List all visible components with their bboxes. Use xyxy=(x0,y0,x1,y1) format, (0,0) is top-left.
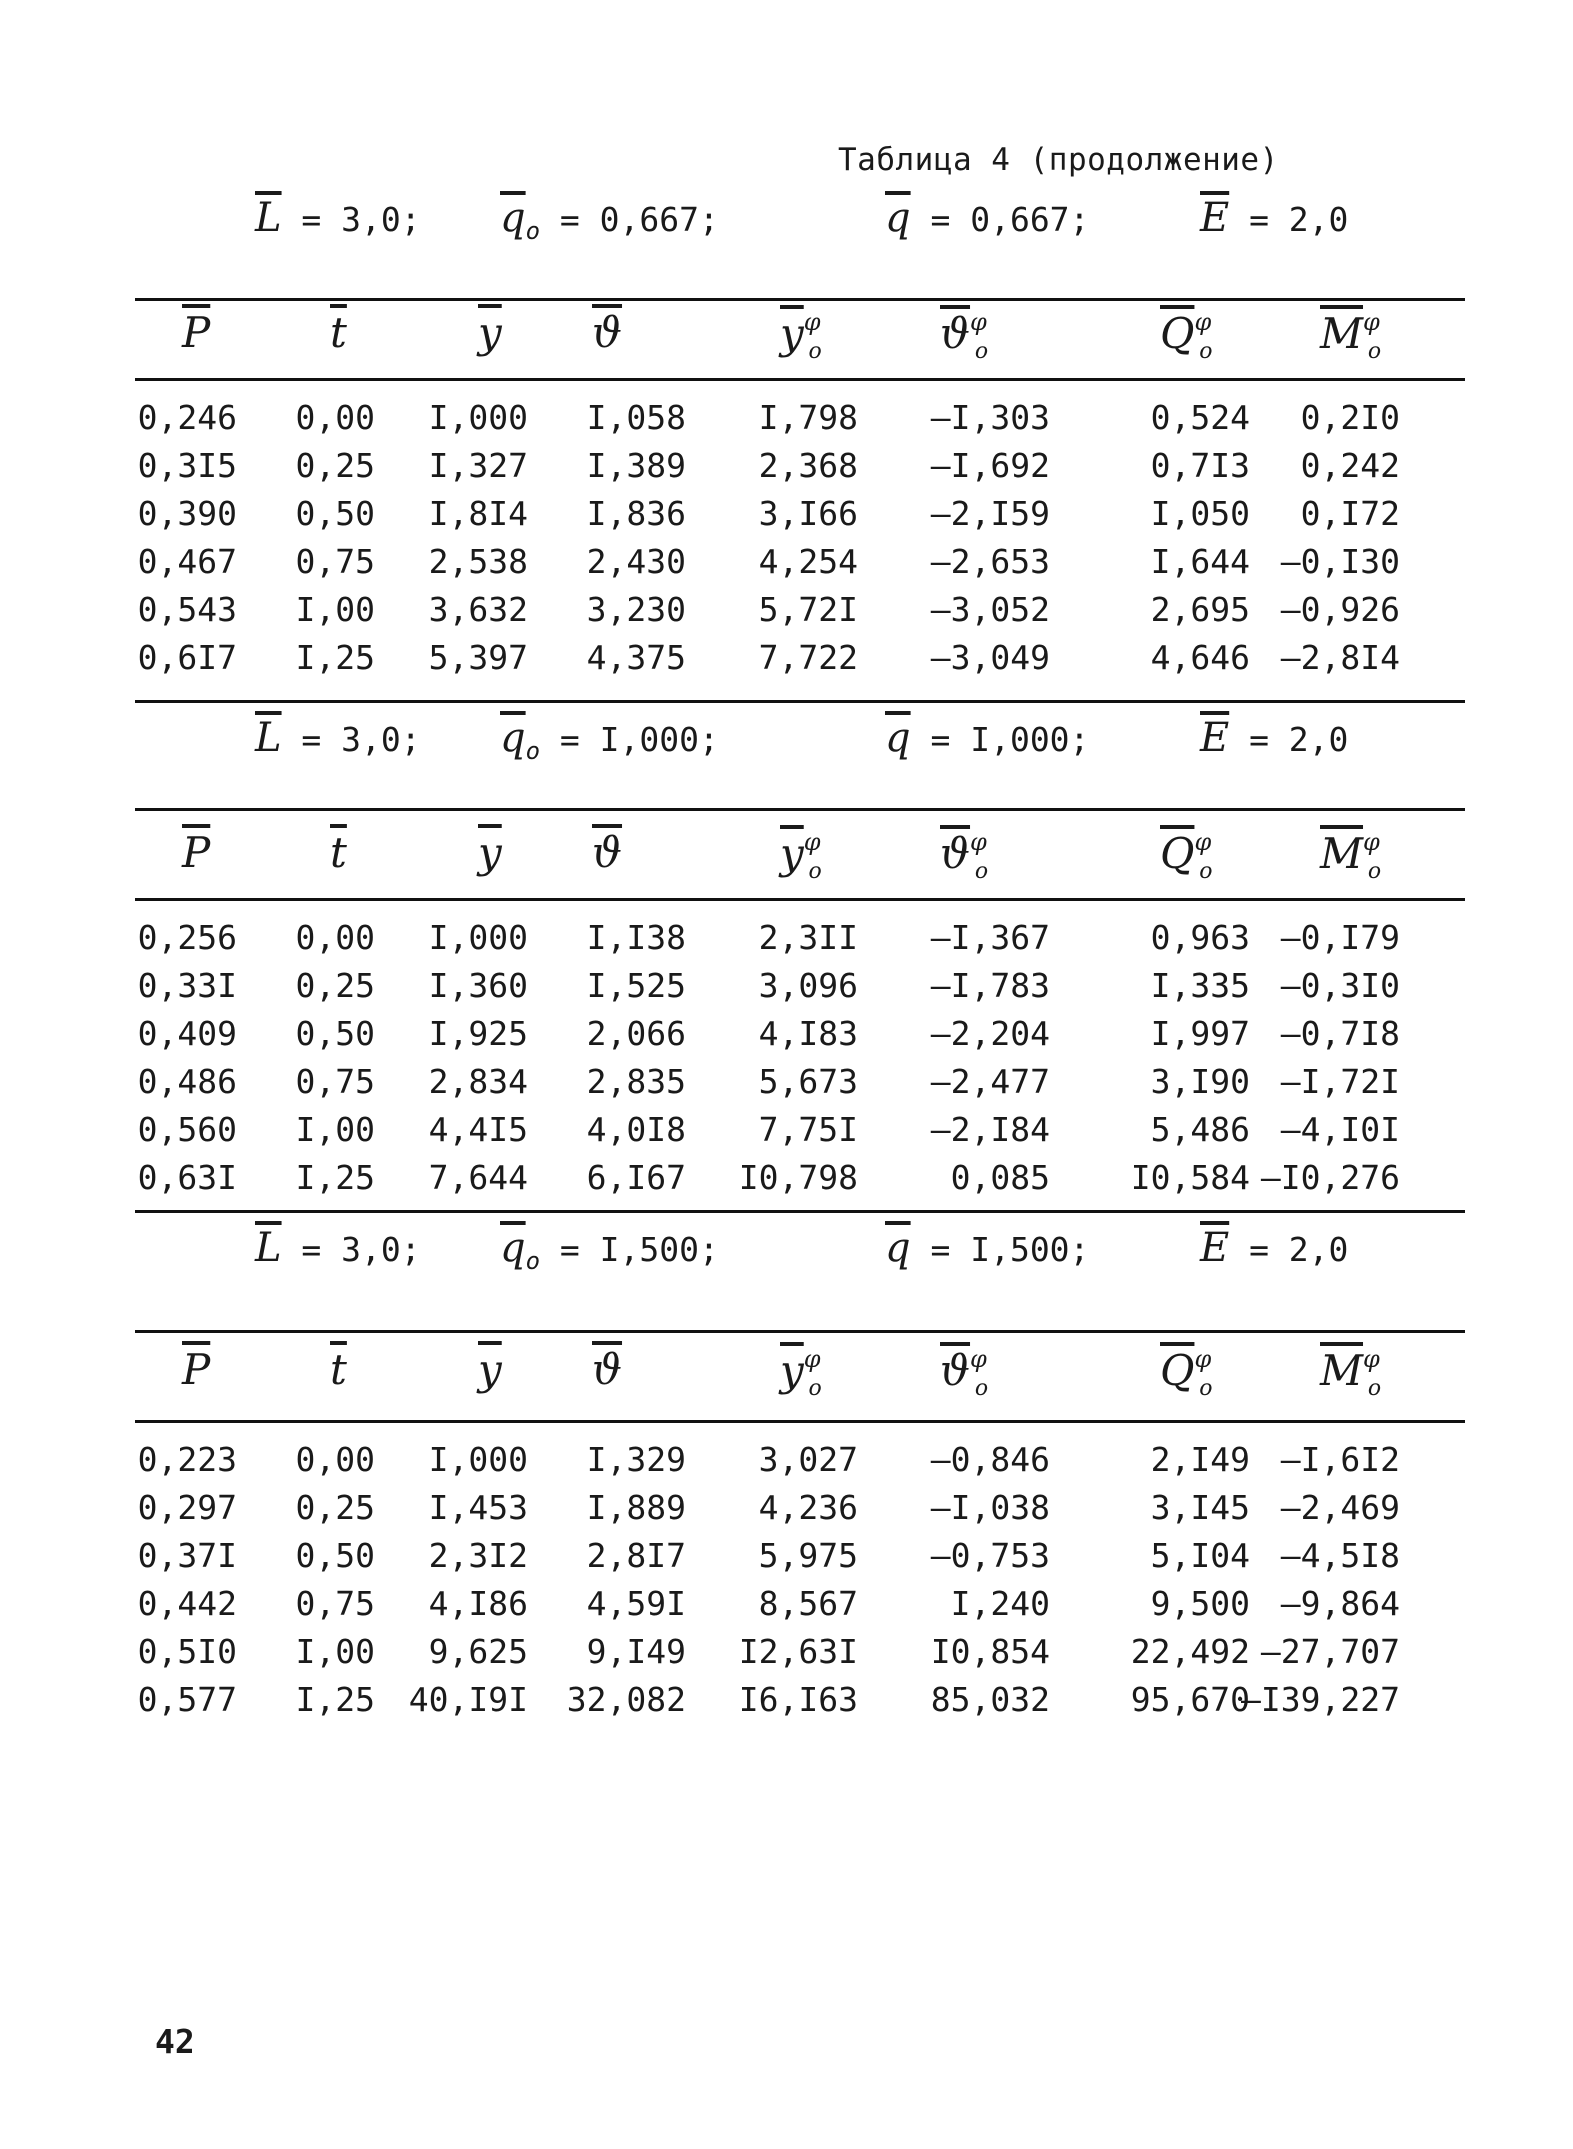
table-cell: 2,695 xyxy=(1150,590,1250,629)
param-q xyxy=(885,1225,1089,1271)
table-cell: –I,72I xyxy=(1280,1062,1400,1101)
column-header-symbol: $\overline{y}$ xyxy=(478,828,502,877)
column-header-superscript: φ xyxy=(1363,308,1380,336)
param-q0 xyxy=(500,715,719,765)
param-q0-value: = I,500; xyxy=(540,1230,719,1269)
column-header xyxy=(592,828,622,877)
column-header xyxy=(780,308,822,364)
column-header-subscript: o xyxy=(974,859,989,884)
param-l xyxy=(255,715,421,761)
column-header-superscript: φ xyxy=(1194,828,1212,856)
table-cell: –2,477 xyxy=(930,1062,1050,1101)
table-cell: 2,I49 xyxy=(1150,1440,1250,1479)
table-cell: –4,5I8 xyxy=(1280,1536,1400,1575)
column-header-subscript: o xyxy=(974,1376,989,1401)
table-caption: Таблица 4 (продолжение) xyxy=(838,142,1279,178)
param-e-value: = 2,0 xyxy=(1229,720,1349,759)
table-cell: I,25 xyxy=(295,1680,375,1719)
table-cell: I,329 xyxy=(586,1440,686,1479)
table-cell: I,058 xyxy=(586,398,686,437)
table-cell: 0,63I xyxy=(137,1158,237,1197)
table-cell: 4,4I5 xyxy=(428,1110,528,1149)
table-cell: –0,3I0 xyxy=(1280,966,1400,1005)
table-cell: 0,75 xyxy=(295,1584,375,1623)
table-cell: 9,625 xyxy=(428,1632,528,1671)
table-cell: 0,25 xyxy=(295,446,375,485)
column-header-symbol: $\overline{M}$ xyxy=(1320,1346,1364,1395)
column-header-superscript: φ xyxy=(1194,308,1212,336)
column-header-superscript: φ xyxy=(803,828,821,856)
column-header-symbol: $\overline{Q}$ xyxy=(1160,829,1195,878)
param-q0-symbol: $\overline{q}$ xyxy=(500,1225,526,1271)
table-cell: 2,835 xyxy=(586,1062,686,1101)
table-cell: 0,963 xyxy=(1150,918,1250,957)
param-l-symbol: $\overline{L}$ xyxy=(255,195,282,241)
table-cell: 8,567 xyxy=(758,1584,858,1623)
table-cell: 4,254 xyxy=(758,542,858,581)
table-cell: –I,038 xyxy=(930,1488,1050,1527)
table-cell: 0,3I5 xyxy=(137,446,237,485)
table-rule xyxy=(135,1210,1465,1213)
table-cell: –0,I30 xyxy=(1280,542,1400,581)
table-cell: I,327 xyxy=(428,446,528,485)
table-cell: 0,00 xyxy=(295,398,375,437)
table-cell: 0,25 xyxy=(295,966,375,1005)
table-cell: 0,00 xyxy=(295,918,375,957)
param-q0-value: = I,000; xyxy=(540,720,719,759)
table-cell: I,00 xyxy=(295,1110,375,1149)
table-cell: 85,032 xyxy=(930,1680,1050,1719)
table-cell: I,I38 xyxy=(586,918,686,957)
table-cell: I,050 xyxy=(1150,494,1250,533)
table-cell: 0,50 xyxy=(295,494,375,533)
table-cell: 0,409 xyxy=(137,1014,237,1053)
table-cell: I,525 xyxy=(586,966,686,1005)
param-l-symbol: $\overline{L}$ xyxy=(255,1225,282,1271)
column-header-superscript: φ xyxy=(1363,828,1380,856)
column-header-superscript: φ xyxy=(970,1345,987,1373)
table-row xyxy=(0,494,1573,542)
table-cell: I2,63I xyxy=(738,1632,858,1671)
table-cell: 0,246 xyxy=(137,398,237,437)
table-cell: 0,5I0 xyxy=(137,1632,237,1671)
column-header-subscript: o xyxy=(1199,339,1213,364)
table-cell: 0,50 xyxy=(295,1536,375,1575)
table-cell: 5,397 xyxy=(428,638,528,677)
table-cell: I,889 xyxy=(586,1488,686,1527)
param-e-symbol: $\overline{E}$ xyxy=(1200,195,1230,241)
table-row xyxy=(0,542,1573,590)
table-cell: 40,I9I xyxy=(408,1680,528,1719)
table-cell: 4,236 xyxy=(758,1488,858,1527)
column-header-symbol: $\overline{y}$ xyxy=(478,308,502,357)
param-q-value: = I,000; xyxy=(910,720,1090,759)
table-cell: 4,I83 xyxy=(758,1014,858,1053)
table-cell: I,000 xyxy=(428,398,528,437)
param-l xyxy=(255,195,421,241)
column-header-row xyxy=(0,1345,1573,1415)
table-cell: –I,303 xyxy=(930,398,1050,437)
column-header-symbol: $\overline{P}$ xyxy=(182,1345,211,1394)
table-rule xyxy=(135,298,1465,301)
table-row xyxy=(0,638,1573,686)
column-header-subscript: o xyxy=(1367,859,1382,884)
table-cell: –I,783 xyxy=(930,966,1050,1005)
table-cell: I0,798 xyxy=(738,1158,858,1197)
param-q-value: = 0,667; xyxy=(910,200,1090,239)
parameter-line xyxy=(0,195,1573,245)
table-row xyxy=(0,446,1573,494)
table-cell: I,644 xyxy=(1150,542,1250,581)
param-e xyxy=(1200,1225,1348,1271)
column-header xyxy=(478,828,502,877)
table-cell: 3,I45 xyxy=(1150,1488,1250,1527)
column-header xyxy=(1160,828,1213,884)
table-rule xyxy=(135,808,1465,811)
table-cell: 0,085 xyxy=(950,1158,1050,1197)
table-cell: 0,75 xyxy=(295,1062,375,1101)
param-e-symbol: $\overline{E}$ xyxy=(1200,715,1230,761)
table-cell: 4,I86 xyxy=(428,1584,528,1623)
column-header-row xyxy=(0,308,1573,378)
table-cell: 4,59I xyxy=(586,1584,686,1623)
table-row xyxy=(0,1680,1573,1728)
table-cell: 0,524 xyxy=(1150,398,1250,437)
table-row xyxy=(0,1158,1573,1206)
param-q xyxy=(885,195,1089,241)
param-q0-subscript: o xyxy=(525,217,541,245)
table-cell: 0,7I3 xyxy=(1150,446,1250,485)
column-header-subscript: o xyxy=(1199,1376,1213,1401)
column-header xyxy=(1160,308,1213,364)
table-cell: I,240 xyxy=(950,1584,1050,1623)
column-header xyxy=(1160,1345,1213,1401)
table-row xyxy=(0,398,1573,446)
column-header-symbol: $\overline{y}$ xyxy=(780,309,804,358)
column-header xyxy=(478,1345,502,1394)
table-cell: I,000 xyxy=(428,1440,528,1479)
column-header-symbol: $\overline{P}$ xyxy=(182,828,211,877)
table-cell: 9,I49 xyxy=(586,1632,686,1671)
table-cell: 5,72I xyxy=(758,590,858,629)
column-header-superscript: φ xyxy=(970,308,987,336)
table-row xyxy=(0,1062,1573,1110)
table-cell: 2,430 xyxy=(586,542,686,581)
table-rule xyxy=(135,1330,1465,1333)
table-cell: I,00 xyxy=(295,1632,375,1671)
table-cell: 0,25 xyxy=(295,1488,375,1527)
param-q-value: = I,500; xyxy=(910,1230,1090,1269)
table-cell: 0,75 xyxy=(295,542,375,581)
column-header-superscript: φ xyxy=(1363,1345,1380,1373)
column-header-symbol: $\overline{Q}$ xyxy=(1160,309,1195,358)
column-header xyxy=(1320,1345,1381,1401)
table-cell: 0,50 xyxy=(295,1014,375,1053)
column-header xyxy=(592,1345,622,1394)
table-cell: 95,670 xyxy=(1130,1680,1250,1719)
table-cell: 5,673 xyxy=(758,1062,858,1101)
param-q0 xyxy=(500,195,719,245)
table-cell: 7,644 xyxy=(428,1158,528,1197)
column-header-symbol: $\overline{t}$ xyxy=(330,828,347,877)
param-e xyxy=(1200,195,1348,241)
table-cell: 0,242 xyxy=(1300,446,1400,485)
table-cell: 32,082 xyxy=(566,1680,686,1719)
table-cell: 7,722 xyxy=(758,638,858,677)
column-header xyxy=(1320,828,1381,884)
table-cell: I0,854 xyxy=(930,1632,1050,1671)
param-q xyxy=(885,715,1089,761)
table-cell: 0,37I xyxy=(137,1536,237,1575)
param-q-symbol: $\overline{q}$ xyxy=(885,1225,911,1271)
parameter-line xyxy=(0,1225,1573,1275)
param-q0-value: = 0,667; xyxy=(540,200,719,239)
column-header-symbol: $\overline{M}$ xyxy=(1320,309,1364,358)
table-cell: –2,469 xyxy=(1280,1488,1400,1527)
table-cell: I,997 xyxy=(1150,1014,1250,1053)
table-cell: I6,I63 xyxy=(738,1680,858,1719)
param-q0-subscript: o xyxy=(525,737,541,765)
table-row xyxy=(0,1632,1573,1680)
table-cell: I,00 xyxy=(295,590,375,629)
param-l-value: = 3,0; xyxy=(281,720,421,759)
table-row xyxy=(0,1488,1573,1536)
table-cell: 6,I67 xyxy=(586,1158,686,1197)
table-rule xyxy=(135,1420,1465,1423)
table-cell: I,798 xyxy=(758,398,858,437)
table-cell: 0,33I xyxy=(137,966,237,1005)
table-cell: 0,577 xyxy=(137,1680,237,1719)
table-cell: I0,584 xyxy=(1130,1158,1250,1197)
table-row xyxy=(0,1584,1573,1632)
column-header-symbol: $\overline{y}$ xyxy=(780,829,804,878)
column-header-symbol: $\overline{y}$ xyxy=(478,1345,502,1394)
table-cell: –0,I79 xyxy=(1280,918,1400,957)
table-cell: –3,049 xyxy=(930,638,1050,677)
param-q0-symbol: $\overline{q}$ xyxy=(500,715,526,761)
table-cell: 2,8I7 xyxy=(586,1536,686,1575)
table-row xyxy=(0,1536,1573,1584)
column-header-subscript: o xyxy=(808,1376,822,1401)
table-cell: I,335 xyxy=(1150,966,1250,1005)
table-cell: –2,653 xyxy=(930,542,1050,581)
param-q-symbol: $\overline{q}$ xyxy=(885,195,911,241)
column-header xyxy=(1320,308,1381,364)
param-q0-symbol: $\overline{q}$ xyxy=(500,195,526,241)
table-cell: 5,975 xyxy=(758,1536,858,1575)
table-row xyxy=(0,1440,1573,1488)
column-header-symbol: $\overline{y}$ xyxy=(780,1346,804,1395)
column-header-superscript: φ xyxy=(803,1345,821,1373)
table-cell: 0,467 xyxy=(137,542,237,581)
table-cell: 0,390 xyxy=(137,494,237,533)
table-cell: –4,I0I xyxy=(1280,1110,1400,1149)
table-cell: 4,375 xyxy=(586,638,686,677)
column-header-symbol: $\overline{ϑ}$ xyxy=(592,828,623,877)
table-cell: 3,I66 xyxy=(758,494,858,533)
table-cell: I,453 xyxy=(428,1488,528,1527)
param-l-symbol: $\overline{L}$ xyxy=(255,715,282,761)
table-cell: 22,492 xyxy=(1130,1632,1250,1671)
param-e-symbol: $\overline{E}$ xyxy=(1200,1225,1230,1271)
table-row xyxy=(0,590,1573,638)
column-header xyxy=(330,308,347,357)
table-cell: –I,692 xyxy=(930,446,1050,485)
table-cell: –2,204 xyxy=(930,1014,1050,1053)
table-row xyxy=(0,966,1573,1014)
table-cell: I,360 xyxy=(428,966,528,1005)
table-cell: 3,027 xyxy=(758,1440,858,1479)
table-cell: –0,7I8 xyxy=(1280,1014,1400,1053)
table-cell: 5,486 xyxy=(1150,1110,1250,1149)
param-e-value: = 2,0 xyxy=(1229,200,1349,239)
column-header-symbol: $\overline{ϑ}$ xyxy=(592,308,623,357)
table-row xyxy=(0,1014,1573,1062)
table-cell: 3,096 xyxy=(758,966,858,1005)
table-cell: 2,368 xyxy=(758,446,858,485)
table-cell: 7,75I xyxy=(758,1110,858,1149)
column-header-symbol: $\overline{P}$ xyxy=(182,308,211,357)
column-header-subscript: o xyxy=(974,339,989,364)
table-cell: –2,I59 xyxy=(930,494,1050,533)
table-cell: 0,297 xyxy=(137,1488,237,1527)
table-cell: I,836 xyxy=(586,494,686,533)
column-header-superscript: φ xyxy=(970,828,987,856)
table-row xyxy=(0,1110,1573,1158)
param-l xyxy=(255,1225,421,1271)
column-header xyxy=(182,1345,210,1394)
column-header-symbol: $\overline{M}$ xyxy=(1320,829,1364,878)
table-cell: 0,2I0 xyxy=(1300,398,1400,437)
table-cell: 0,I72 xyxy=(1300,494,1400,533)
table-cell: 0,256 xyxy=(137,918,237,957)
table-cell: –2,8I4 xyxy=(1280,638,1400,677)
table-cell: 3,230 xyxy=(586,590,686,629)
column-header-symbol: $\overline{ϑ}$ xyxy=(940,829,971,878)
column-header-superscript: φ xyxy=(1194,1345,1212,1373)
table-row xyxy=(0,918,1573,966)
table-cell: –0,753 xyxy=(930,1536,1050,1575)
parameter-line xyxy=(0,715,1573,765)
table-cell: 0,6I7 xyxy=(137,638,237,677)
table-rule xyxy=(135,378,1465,381)
table-cell: –I0,276 xyxy=(1260,1158,1400,1197)
table-cell: 2,3II xyxy=(758,918,858,957)
table-cell: 0,00 xyxy=(295,1440,375,1479)
table-cell: I,25 xyxy=(295,1158,375,1197)
table-cell: 0,223 xyxy=(137,1440,237,1479)
table-cell: 9,500 xyxy=(1150,1584,1250,1623)
column-header xyxy=(940,828,988,884)
column-header-row xyxy=(0,828,1573,898)
param-q0 xyxy=(500,1225,719,1275)
param-e xyxy=(1200,715,1348,761)
table-cell: I,000 xyxy=(428,918,528,957)
table-cell: I,8I4 xyxy=(428,494,528,533)
table-cell: 5,I04 xyxy=(1150,1536,1250,1575)
column-header-superscript: φ xyxy=(803,308,821,336)
table-cell: –I,367 xyxy=(930,918,1050,957)
column-header xyxy=(940,308,988,364)
table-cell: 2,3I2 xyxy=(428,1536,528,1575)
column-header xyxy=(182,308,210,357)
table-cell: –0,846 xyxy=(930,1440,1050,1479)
param-q0-subscript: o xyxy=(525,1247,541,1275)
param-l-value: = 3,0; xyxy=(281,200,421,239)
column-header-subscript: o xyxy=(808,859,822,884)
table-cell: –2,I84 xyxy=(930,1110,1050,1149)
column-header xyxy=(780,1345,822,1401)
table-cell: 2,834 xyxy=(428,1062,528,1101)
table-cell: 0,560 xyxy=(137,1110,237,1149)
table-cell: 2,538 xyxy=(428,542,528,581)
column-header-symbol: $\overline{ϑ}$ xyxy=(940,1346,971,1395)
table-rule xyxy=(135,700,1465,703)
column-header-subscript: o xyxy=(1367,1376,1382,1401)
param-q-symbol: $\overline{q}$ xyxy=(885,715,911,761)
column-header xyxy=(780,828,822,884)
column-header xyxy=(182,828,210,877)
table-cell: –I,6I2 xyxy=(1280,1440,1400,1479)
table-cell: I,25 xyxy=(295,638,375,677)
table-rule xyxy=(135,898,1465,901)
table-cell: 0,442 xyxy=(137,1584,237,1623)
column-header-symbol: $\overline{ϑ}$ xyxy=(940,309,971,358)
table-cell: 4,0I8 xyxy=(586,1110,686,1149)
table-cell: 3,632 xyxy=(428,590,528,629)
table-cell: –0,926 xyxy=(1280,590,1400,629)
column-header xyxy=(330,828,347,877)
column-header xyxy=(592,308,622,357)
column-header-symbol: $\overline{ϑ}$ xyxy=(592,1345,623,1394)
table-cell: 2,066 xyxy=(586,1014,686,1053)
table-cell: –27,707 xyxy=(1260,1632,1400,1671)
column-header-symbol: $\overline{Q}$ xyxy=(1160,1346,1195,1395)
table-cell: 0,543 xyxy=(137,590,237,629)
column-header-subscript: o xyxy=(1199,859,1213,884)
table-cell: I,925 xyxy=(428,1014,528,1053)
column-header-subscript: o xyxy=(808,339,822,364)
param-l-value: = 3,0; xyxy=(281,1230,421,1269)
column-header xyxy=(940,1345,988,1401)
table-cell: 0,486 xyxy=(137,1062,237,1101)
column-header-symbol: $\overline{t}$ xyxy=(330,1345,347,1394)
table-cell: 3,I90 xyxy=(1150,1062,1250,1101)
param-e-value: = 2,0 xyxy=(1229,1230,1349,1269)
table-cell: –I39,227 xyxy=(1241,1680,1400,1719)
page-number: 42 xyxy=(155,2022,195,2061)
column-header xyxy=(330,1345,347,1394)
table-cell: –3,052 xyxy=(930,590,1050,629)
table-cell: I,389 xyxy=(586,446,686,485)
column-header xyxy=(478,308,502,357)
column-header-symbol: $\overline{t}$ xyxy=(330,308,347,357)
table-cell: 4,646 xyxy=(1150,638,1250,677)
column-header-subscript: o xyxy=(1367,339,1382,364)
table-cell: –9,864 xyxy=(1280,1584,1400,1623)
